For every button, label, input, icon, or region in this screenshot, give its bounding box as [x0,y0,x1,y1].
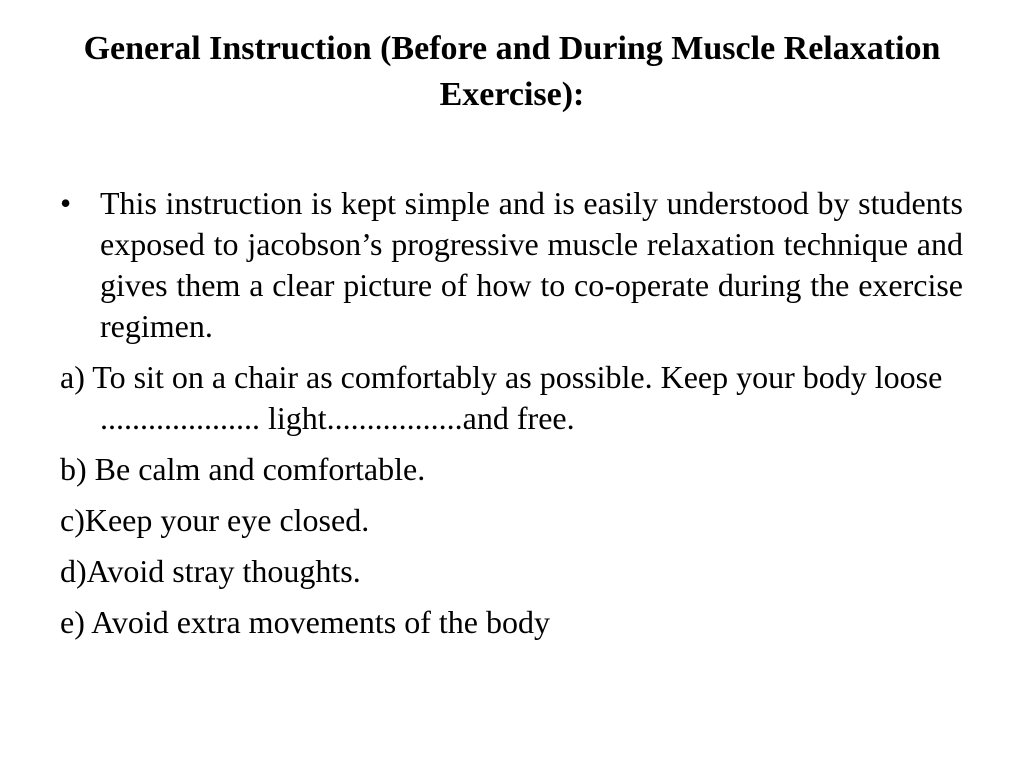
instruction-item-a: a) To sit on a chair as comfortably as possible. Keep your body loose .................... light.................and free. [60,359,943,436]
instruction-item-c: c)Keep your eye closed. [60,502,370,538]
intro-bullet [60,183,963,347]
instruction-item-d: d)Avoid stray thoughts. [60,553,361,589]
intro-bullet-text: This instruction is kept simple and is easily understood by students exposed to jacobson’s progressive muscle relaxation technique and gives them a clear picture of how to co-operate during the exercise regimen. [100,185,963,344]
bullet-marker: • [60,185,72,221]
slide-title: General Instruction (Before and During Muscle Relaxation Exercise): [83,30,941,113]
slide-body [60,183,963,653]
instruction-item-b: b) Be calm and comfortable. [60,451,426,487]
instruction-item-e: e) Avoid extra movements of the body [60,604,550,640]
